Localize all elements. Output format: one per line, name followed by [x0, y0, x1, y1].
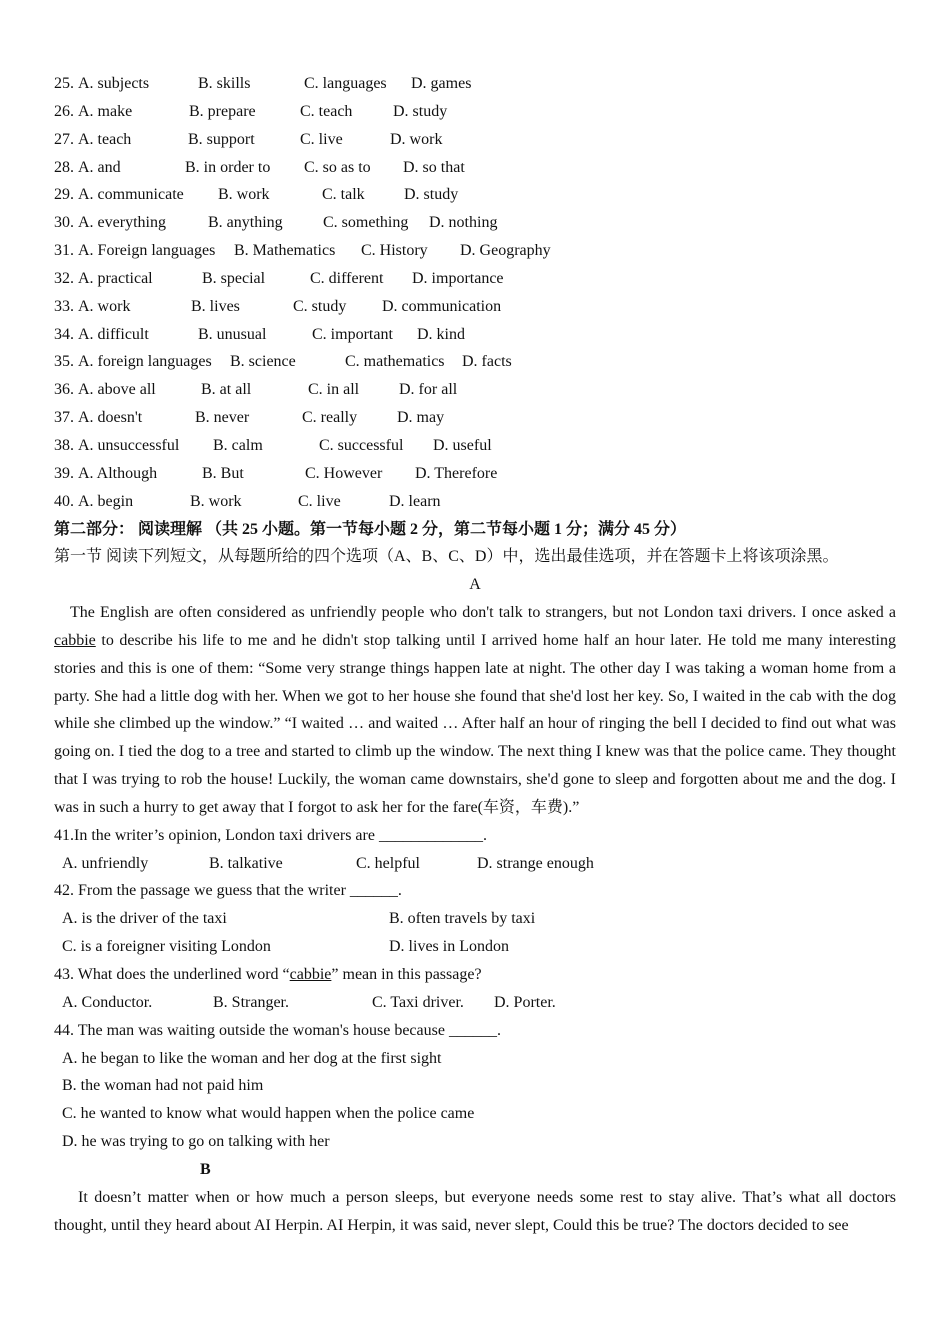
option-c: C. important — [312, 325, 393, 343]
question-number: 32. — [54, 269, 74, 287]
option-c: C. History — [361, 242, 428, 260]
option-c: C. something — [323, 214, 409, 232]
question-43-stem: 43. What does the underlined word “cabbie” mean in this passage? — [54, 966, 482, 983]
question-42-stem: 42. From the passage we guess that the writer ______. — [54, 882, 402, 900]
part2-title: 第二部分： 阅读理解 （共 25 小题。第一节每小题 2 分，第二节每小题 1 分；满分 45 分） — [54, 520, 687, 538]
option-b: B. never — [195, 409, 250, 427]
cloze-question-row — [54, 321, 896, 349]
option-c: C. languages — [304, 75, 387, 92]
cloze-question-row — [54, 404, 896, 432]
option-b: B. calm — [213, 436, 263, 454]
question-number: 31. — [54, 242, 74, 260]
question-number: 37. — [54, 409, 74, 427]
option-d: D. facts — [462, 353, 512, 371]
exam-page — [54, 70, 896, 1239]
option-d: D. Geography — [460, 242, 551, 260]
option-b: B. the woman had not paid him — [62, 1077, 264, 1095]
question-number: 30. — [54, 214, 74, 232]
question-number: 40. — [54, 492, 74, 510]
option-d: D. may — [397, 409, 445, 427]
cloze-question-row — [54, 460, 896, 488]
option-b: B. work — [190, 492, 242, 510]
question-number: 35. — [54, 353, 74, 371]
option-a: A. is the driver of the taxi — [62, 910, 227, 928]
question-41-stem: 41.In the writer’s opinion, London taxi drivers are _____________. — [54, 826, 487, 844]
cloze-question-row — [54, 181, 896, 209]
option-d: D. importance — [412, 269, 504, 287]
option-c: C. study — [293, 297, 347, 315]
option-b: B. prepare — [189, 102, 256, 120]
question-number: 26. — [54, 102, 74, 120]
option-c: C. Taxi driver. — [372, 993, 464, 1011]
option-c: C. live — [300, 130, 343, 148]
option-d: D. games — [411, 75, 472, 92]
option-c: C. helpful — [356, 854, 420, 872]
option-d: D. he was trying to go on talking with her — [62, 1133, 330, 1151]
option-c: C. so as to — [304, 158, 371, 176]
question-number: 28. — [54, 158, 74, 176]
cloze-question-row — [54, 432, 896, 460]
option-c: C. teach — [300, 102, 353, 120]
option-d: D. kind — [417, 325, 465, 343]
cloze-question-row — [54, 126, 896, 154]
cloze-question-row — [54, 237, 896, 265]
option-d: D. useful — [433, 436, 492, 454]
cloze-options-list — [54, 70, 896, 516]
option-a: A. communicate — [78, 186, 184, 204]
option-a: A. make — [78, 102, 133, 120]
option-b: B. special — [202, 269, 266, 287]
option-b: B. support — [188, 130, 255, 148]
question-number: 27. — [54, 130, 74, 148]
option-c: C. in all — [308, 381, 360, 399]
passage-b-label: B — [200, 1160, 211, 1178]
option-d: D. strange enough — [477, 854, 594, 872]
option-d: D. Porter. — [494, 993, 556, 1011]
underlined-word-cabbie: cabbie — [289, 966, 332, 983]
question-number: 38. — [54, 436, 74, 454]
question-42-options-cd — [54, 933, 896, 961]
option-c: C. successful — [319, 436, 404, 454]
option-c: C. However — [305, 464, 383, 482]
cloze-question-row — [54, 488, 896, 516]
option-c: C. mathematics — [345, 353, 445, 371]
option-a: A. and — [78, 158, 121, 176]
option-a: A. subjects — [78, 75, 150, 92]
option-c: C. talk — [322, 186, 365, 204]
option-a: A. practical — [78, 269, 153, 287]
question-42-options-ab — [54, 905, 896, 933]
cloze-question-row — [54, 70, 896, 98]
option-a: A. Although — [78, 464, 158, 482]
option-b: B. lives — [191, 297, 240, 315]
option-d: D. study — [393, 102, 448, 120]
option-d: D. lives in London — [389, 938, 509, 956]
option-b: B. anything — [208, 214, 283, 232]
cloze-question-row — [54, 98, 896, 126]
question-44-stem: 44. The man was waiting outside the woman's house because ______. — [54, 1021, 501, 1039]
option-d: D. Therefore — [415, 464, 498, 482]
question-number: 34. — [54, 325, 74, 343]
option-b: B. often travels by taxi — [389, 910, 536, 928]
option-a: A. teach — [78, 130, 132, 148]
option-a: A. difficult — [78, 325, 149, 343]
option-a: A. Conductor. — [62, 993, 153, 1011]
question-number: 25. — [54, 75, 74, 92]
option-a: A. unfriendly — [62, 854, 149, 872]
option-d: D. work — [390, 130, 443, 148]
option-c: C. really — [302, 409, 358, 427]
option-a: A. unsuccessful — [78, 436, 180, 454]
cloze-question-row — [54, 209, 896, 237]
option-b: B. Stranger. — [213, 993, 289, 1011]
question-number: 39. — [54, 464, 74, 482]
option-a: A. Foreign languages — [78, 242, 216, 260]
option-b: B. skills — [198, 75, 251, 92]
section1-instruction: 第一节 阅读下列短文，从每题所给的四个选项（A、B、C、D）中，选出最佳选项，并在答题卡上将该项涂黑。 — [54, 548, 839, 566]
question-number: 29. — [54, 186, 74, 204]
option-d: D. so that — [403, 158, 465, 176]
question-number: 36. — [54, 381, 74, 399]
question-41-options — [54, 850, 896, 878]
option-d: D. for all — [399, 381, 458, 399]
cloze-question-row — [54, 265, 896, 293]
option-b: B. science — [230, 353, 296, 371]
option-a: A. work — [78, 297, 131, 315]
option-b: B. But — [202, 464, 244, 482]
cloze-question-row — [54, 376, 896, 404]
passage-b-text: It doesn’t matter when or how much a person sleeps, but everyone needs some rest to stay alive. That’s what all doctors thought, until they heard about AI Herpin. AI Herpin, it was said, never slept, Could this be true? The doctors decided to see — [54, 1188, 896, 1234]
option-a: A. doesn't — [78, 409, 143, 427]
option-a: A. begin — [78, 492, 134, 510]
option-c: C. different — [310, 269, 384, 287]
cloze-question-row — [54, 348, 896, 376]
option-a: A. above all — [78, 381, 156, 399]
option-d: D. learn — [389, 492, 441, 510]
question-43-options — [54, 989, 896, 1017]
option-a: A. foreign languages — [78, 353, 212, 371]
option-d: D. nothing — [429, 214, 498, 232]
cloze-question-row — [54, 293, 896, 321]
option-c: C. live — [298, 492, 341, 510]
option-b: B. at all — [201, 381, 252, 399]
option-b: B. work — [218, 186, 270, 204]
option-b: B. unusual — [198, 325, 267, 343]
passage-a-label: A — [469, 576, 481, 594]
option-a: A. he began to like the woman and her dog at the first sight — [62, 1049, 442, 1067]
option-c: C. is a foreigner visiting London — [62, 938, 271, 956]
option-a: A. everything — [78, 214, 166, 232]
underlined-word-cabbie: cabbie — [54, 631, 96, 649]
option-d: D. communication — [382, 297, 502, 315]
cloze-question-row — [54, 154, 896, 182]
option-b: B. Mathematics — [234, 242, 336, 260]
option-d: D. study — [404, 186, 459, 204]
option-b: B. talkative — [209, 854, 283, 872]
question-number: 33. — [54, 297, 74, 315]
option-c: C. he wanted to know what would happen when the police came — [62, 1105, 475, 1123]
option-b: B. in order to — [185, 158, 271, 176]
passage-a-text: The English are often considered as unfriendly people who don't talk to strangers, but not London taxi drivers. I once asked a cabbie to describe his life to me and he didn't stop talking until I arrived home half an hour later. He told me many interesting stories and this is one of them: “Some very strange things happen late at night. The other day I was taking a woman home from a party. She had a little dog with her. When we got to her house she found that she'd lost her key. So, I waited in the cab with the dog while she climbed up the window.” “I waited … and waited … After half an hour of ringing the bell I decided to find out what was going on. I tied the dog to a tree and started to climb up the window. The next thing I knew was that the police came. They thought that I was trying to rob the house! Luckily, the woman came downstairs, she'd gone to sleep and forgotten about me and the dog. I was in such a hurry to get away that I forgot to ask her for the fare(车资，车费).” — [54, 604, 896, 816]
